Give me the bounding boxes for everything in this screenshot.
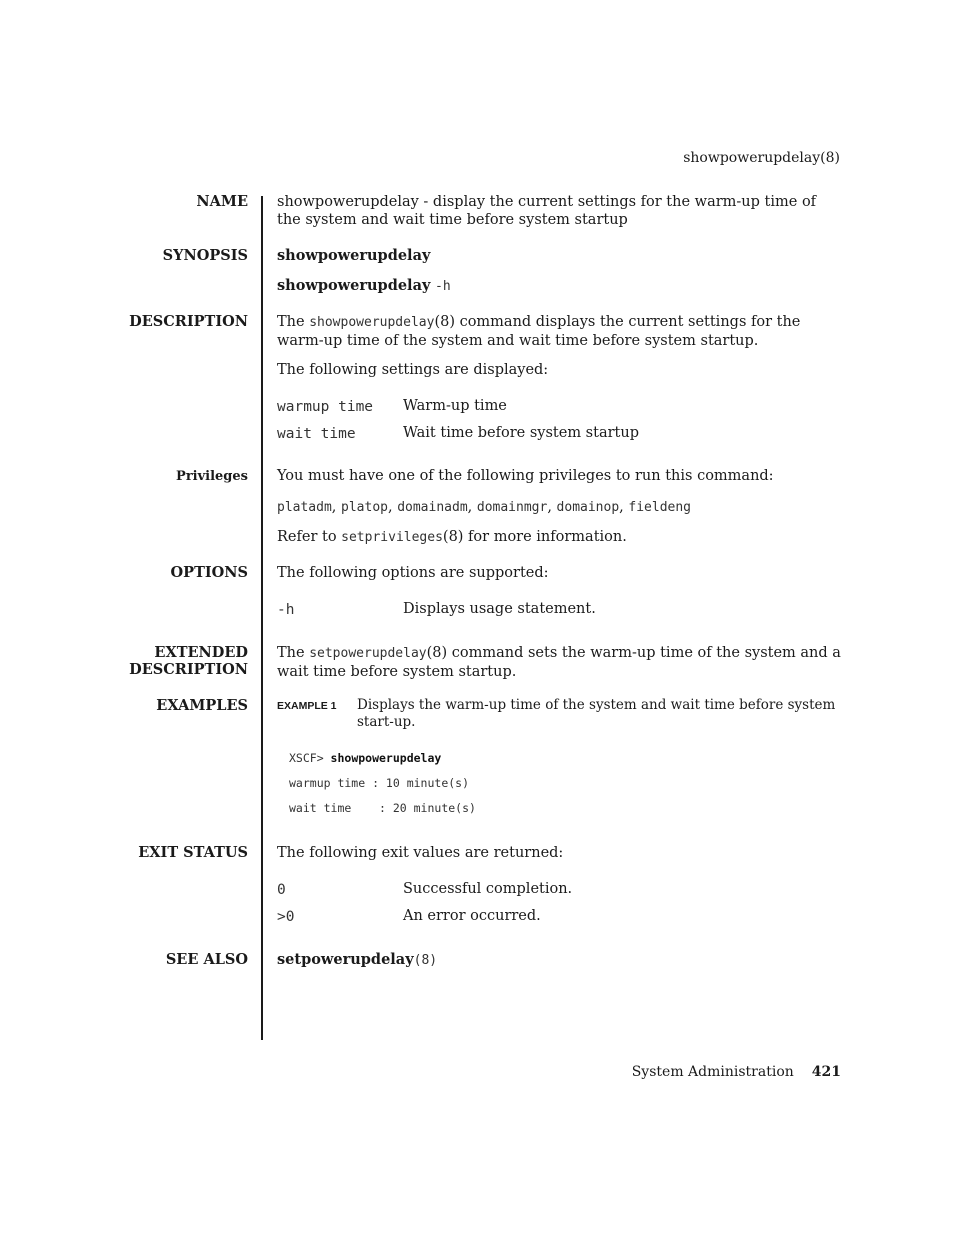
description-p2: The following settings are displayed:: [277, 362, 549, 378]
setting-term: wait time: [277, 426, 356, 442]
privileges-p3: Refer to setprivileges(8) for more information.: [277, 529, 627, 545]
synopsis-cmd-1: showpowerupdelay: [277, 247, 431, 264]
label-description: DESCRIPTION: [129, 313, 248, 330]
example-output-2: wait time : 20 minute(s): [289, 801, 476, 815]
exit-term: >0: [277, 909, 295, 925]
exit-term: 0: [277, 882, 286, 898]
description-cmd: showpowerupdelay: [309, 315, 435, 330]
example-description: Displays the warm-up time of the system and wait time before system start-up.: [357, 697, 836, 730]
exit-status-p1: The following exit values are returned:: [277, 845, 564, 861]
setting-def: Wait time before system startup: [403, 425, 639, 441]
exit-def: An error occurred.: [403, 908, 541, 924]
vertical-rule: [261, 196, 263, 1040]
extended-description-text: The setpowerupdelay(8) command sets the warm-up time of the system and a wait time before system startup.: [277, 645, 841, 680]
synopsis-opt-2: -h: [435, 279, 451, 294]
option-def: Displays usage statement.: [403, 601, 596, 617]
label-exit-status: EXIT STATUS: [138, 844, 248, 861]
label-synopsis: SYNOPSIS: [162, 247, 248, 264]
description-p1: The showpowerupdelay(8) command displays the current settings for the warm-up time of the system and wait time before system startup.: [277, 314, 801, 349]
setting-term: warmup time: [277, 399, 374, 415]
synopsis-cmd-2: showpowerupdelay: [277, 277, 431, 294]
option-term: -h: [277, 602, 295, 618]
synopsis-line-1: [277, 247, 843, 265]
setting-def: Warm-up time: [403, 398, 507, 414]
label-extended-description: EXTENDED DESCRIPTION: [129, 644, 248, 678]
footer-title: System Administration: [631, 1064, 794, 1080]
label-name: NAME: [196, 193, 248, 210]
page-number: 421: [811, 1064, 841, 1080]
privileges-list: platadm, platop, domainadm, domainmgr, domainop, fieldeng: [277, 499, 692, 515]
label-see-also: SEE ALSO: [165, 951, 248, 968]
privileges-p1: You must have one of the following privileges to run this command:: [277, 468, 774, 484]
page-header: showpowerupdelay(8): [683, 150, 840, 166]
name-text: showpowerupdelay - display the current settings for the warm-up time of the system and wait time before system startup: [277, 194, 817, 228]
label-examples: EXAMPLES: [156, 697, 248, 714]
options-p1: The following options are supported:: [277, 565, 549, 581]
example-command-line: XSCF> showpowerupdelay: [289, 751, 442, 765]
see-also-link[interactable]: setpowerupdelay(8): [277, 951, 438, 968]
synopsis-line-2: [277, 277, 843, 296]
label-privileges: Privileges: [176, 469, 248, 484]
page-footer: [632, 1064, 841, 1080]
exit-def: Successful completion.: [403, 881, 573, 897]
example-label: EXAMPLE 1: [277, 700, 337, 712]
label-options: OPTIONS: [170, 564, 248, 581]
example-output-1: warmup time : 10 minute(s): [289, 776, 470, 790]
